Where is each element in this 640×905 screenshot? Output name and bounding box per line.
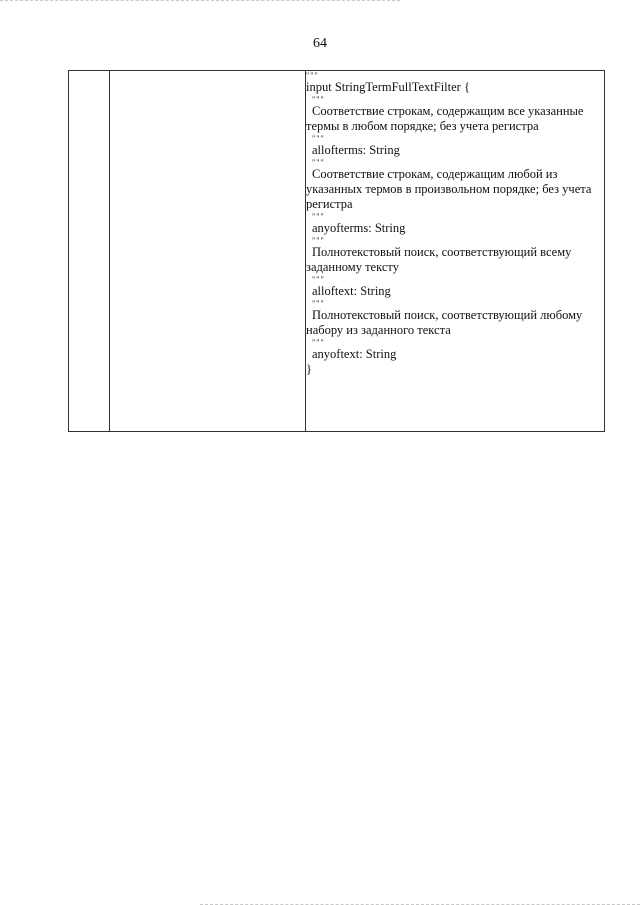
code-line: } [306, 362, 312, 376]
page-number: 64 [313, 36, 327, 51]
docstring-quote: """ [312, 299, 325, 308]
docstring-quote: """ [312, 134, 325, 143]
content-table [68, 70, 605, 432]
code-line: allofterms: String [312, 143, 400, 157]
table-cell-number [69, 71, 110, 432]
code-line: Соответствие строкам, содержащим все указанные [312, 104, 584, 118]
docstring-quote: """ [306, 71, 319, 80]
code-line: термы в любом порядке; без учета регистра [306, 119, 539, 133]
docstring-quote: """ [312, 236, 325, 245]
code-line: Полнотекстовый поиск, соответствующий всему [312, 245, 572, 259]
code-block [306, 71, 604, 377]
docstring-quote: """ [312, 95, 325, 104]
code-line: anyoftext: String [312, 347, 397, 361]
docstring-quote: """ [312, 275, 325, 284]
code-line: input StringTermFullTextFilter { [306, 80, 470, 94]
code-line: регистра [306, 197, 353, 211]
code-cell [306, 71, 605, 432]
code-line: alloftext: String [312, 284, 391, 298]
code-line: Соответствие строкам, содержащим любой из [312, 167, 558, 181]
code-line: набору из заданного текста [306, 323, 451, 337]
table-cell-description [110, 71, 306, 432]
scan-edge-top [0, 0, 400, 3]
code-line: Полнотекстовый поиск, соответствующий любому [312, 308, 583, 322]
code-line: anyofterms: String [312, 221, 406, 235]
table-row [69, 71, 605, 432]
code-line: указанных термов в произвольном порядке; без учета [306, 182, 592, 196]
docstring-quote: """ [312, 158, 325, 167]
docstring-quote: """ [312, 212, 325, 221]
code-line: заданному тексту [306, 260, 399, 274]
docstring-quote: """ [312, 338, 325, 347]
